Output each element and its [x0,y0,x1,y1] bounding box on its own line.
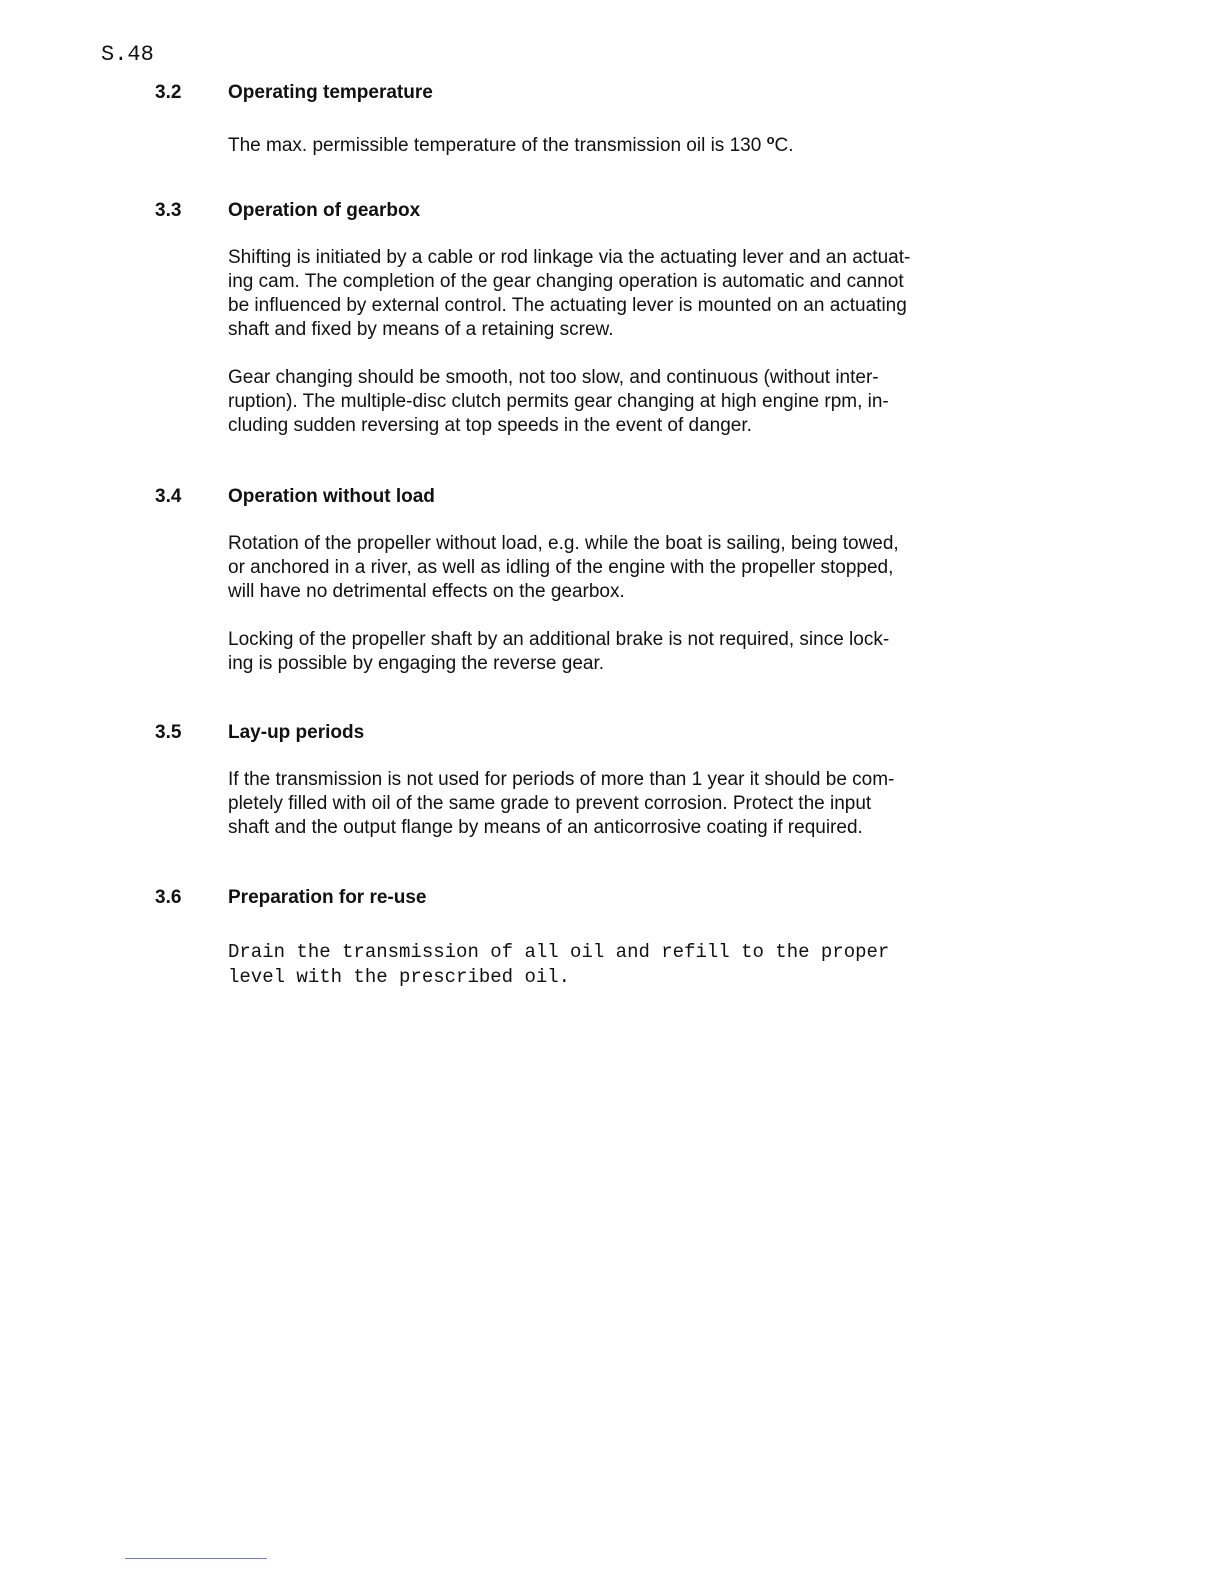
paragraph-line: Gear changing should be smooth, not too slow, and continuous (without inter- [228,367,879,388]
paragraph-line: ing is possible by engaging the reverse gear. [228,653,605,674]
paragraph-line: be influenced by external control. The actuating lever is mounted on an actuating [228,295,907,316]
unit-text: C. [774,135,794,156]
paragraph-line: ing cam. The completion of the gear changing operation is automatic and cannot [228,271,904,292]
paragraph [228,246,988,342]
section-number: 3.3 [155,200,182,221]
paragraph-line: or anchored in a river, as well as idling of the engine with the propeller stopped, [228,557,894,578]
paragraph-line: will have no detrimental effects on the gearbox. [228,581,625,602]
section-title: Operation of gearbox [228,200,421,221]
paragraph [228,940,988,990]
page-number: S.48 [101,42,154,67]
paragraph [228,128,988,158]
paragraph [228,366,988,438]
paragraph-line: Drain the transmission of all oil and refill to the proper [228,941,890,963]
degree-superscript: o [766,132,775,147]
section-title: Operating temperature [228,82,433,103]
paragraph-line: ruption). The multiple-disc clutch permits gear changing at high engine rpm, in- [228,391,889,412]
text-run: The max. permissible temperature of the transmission oil is 130 [228,135,762,156]
paragraph-line: If the transmission is not used for periods of more than 1 year it should be com- [228,769,895,790]
paragraph-line: shaft and fixed by means of a retaining screw. [228,319,614,340]
paragraph-line: Rotation of the propeller without load, e.g. while the boat is sailing, being towed, [228,533,899,554]
paragraph-line: shaft and the output flange by means of an anticorrosive coating if required. [228,817,863,838]
section-title: Lay-up periods [228,722,365,743]
paragraph [228,768,988,840]
section-number: 3.5 [155,722,182,743]
paragraph-line: Shifting is initiated by a cable or rod linkage via the actuating lever and an actuat- [228,247,911,268]
section-number: 3.2 [155,82,182,103]
paragraph [228,532,988,604]
paragraph-line: Locking of the propeller shaft by an additional brake is not required, since lock- [228,629,890,650]
footer-rule [125,1558,267,1559]
paragraph [228,628,988,676]
section-title: Preparation for re-use [228,887,427,908]
paragraph-line: cluding sudden reversing at top speeds in the event of danger. [228,415,752,436]
paragraph-line: level with the prescribed oil. [228,966,571,988]
section-title: Operation without load [228,486,435,507]
paragraph-line [228,128,988,158]
section-number: 3.6 [155,887,182,908]
section-number: 3.4 [155,486,182,507]
paragraph-line: pletely filled with oil of the same grade to prevent corrosion. Protect the input [228,793,872,814]
